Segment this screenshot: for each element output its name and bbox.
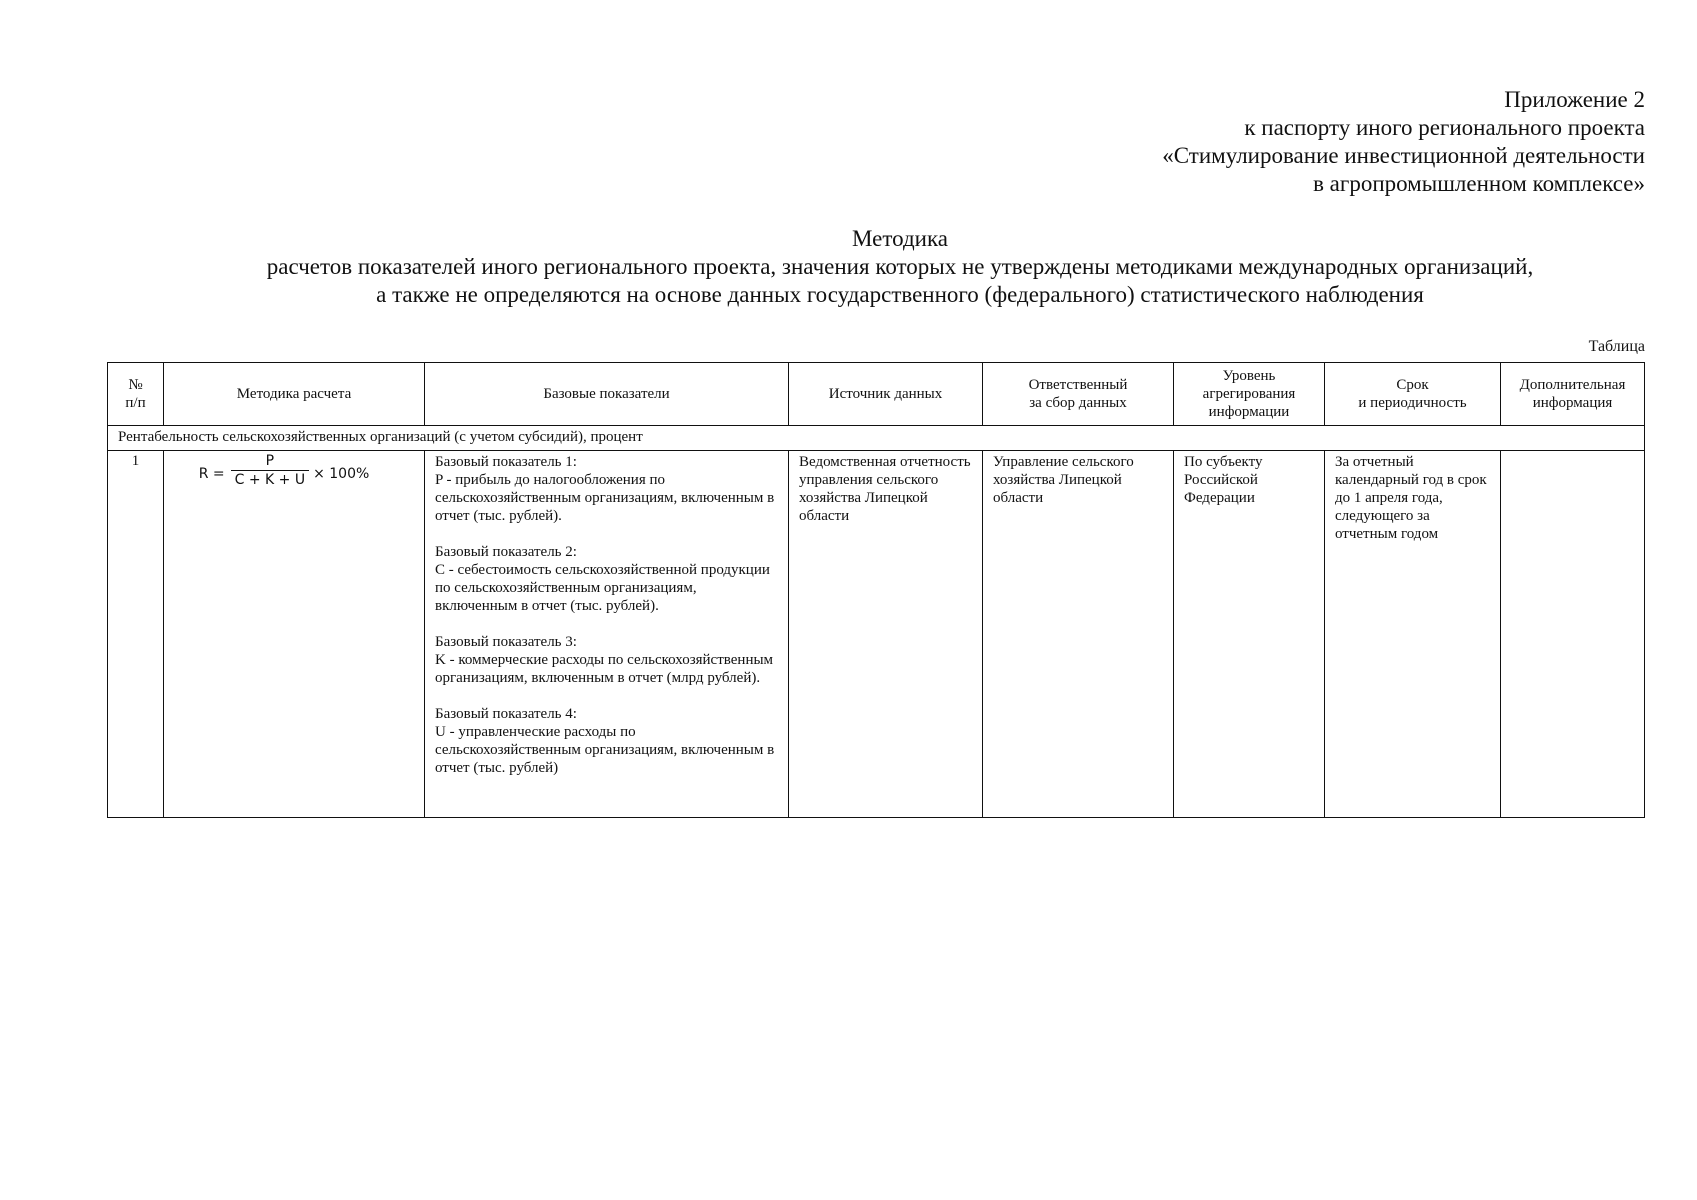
formula-rhs: × 100% bbox=[313, 466, 370, 482]
cell-level: По субъекту Российской Федерации bbox=[1174, 451, 1325, 818]
header-level-line-1: Уровень bbox=[1222, 368, 1276, 384]
base-4-text: U - управленческие расходы по сельскохозяйственным организациям, включенным в отчет (тыс. рублей) bbox=[435, 724, 775, 776]
formula bbox=[154, 453, 414, 489]
appendix-line-2: к паспорту иного регионального проекта bbox=[1244, 115, 1645, 140]
title-line-2: расчетов показателей иного регионального проекта, значения которых не утверждены методиками международных организаций, bbox=[266, 254, 1534, 279]
appendix-line-4: в агропромышленном комплексе» bbox=[1313, 171, 1645, 196]
appendix-header bbox=[1162, 86, 1645, 198]
formula-lhs: R = bbox=[198, 466, 225, 482]
header-source: Источник данных bbox=[789, 363, 983, 426]
base-1-text: P - прибыль до налогообложения по сельскохозяйственным организациям, включенным в отчет (тыс. рублей). bbox=[435, 472, 775, 524]
cell-source: Ведомственная отчетность управления сельского хозяйства Липецкой области bbox=[789, 451, 983, 818]
header-term-line-1: Срок bbox=[1396, 377, 1429, 393]
header-level-line-3: информации bbox=[1208, 404, 1290, 420]
header-extra bbox=[1501, 363, 1645, 426]
header-term-line-2: и периодичность bbox=[1358, 395, 1467, 411]
document-title bbox=[0, 225, 1697, 309]
cell-base-indicators bbox=[425, 451, 789, 818]
table-label: Таблица bbox=[1588, 338, 1645, 355]
appendix-line-1: Приложение 2 bbox=[1504, 87, 1645, 112]
header-term bbox=[1325, 363, 1501, 426]
header-responsible bbox=[983, 363, 1174, 426]
header-num bbox=[108, 363, 164, 426]
formula-denominator: C + K + U bbox=[231, 470, 309, 489]
header-responsible-line-1: Ответственный bbox=[1028, 377, 1128, 393]
header-method: Методика расчета bbox=[164, 363, 425, 426]
header-base: Базовые показатели bbox=[425, 363, 789, 426]
base-1-title: Базовый показатель 1: bbox=[435, 454, 577, 470]
formula-numerator: P bbox=[265, 453, 275, 469]
base-3-title: Базовый показатель 3: bbox=[435, 634, 577, 650]
cell-num: 1 bbox=[108, 451, 164, 818]
header-num-line-2: п/п bbox=[125, 395, 146, 411]
header-responsible-line-2: за сбор данных bbox=[1029, 395, 1127, 411]
cell-term: За отчетный календарный год в срок до 1 апреля года, следующего за отчетным годом bbox=[1325, 451, 1501, 818]
methodics-table bbox=[107, 362, 1645, 818]
base-2-text: С - себестоимость сельскохозяйственной продукции по сельскохозяйственным организациям, включенным в отчет (тыс. рублей). bbox=[435, 562, 770, 614]
header-extra-line-1: Дополнительная bbox=[1519, 377, 1626, 393]
cell-method bbox=[164, 451, 425, 818]
section-title: Рентабельность сельскохозяйственных организаций (с учетом субсидий), процент bbox=[108, 426, 1645, 451]
title-line-3: а также не определяются на основе данных государственного (федерального) статистического наблюдения bbox=[376, 282, 1424, 307]
appendix-line-3: «Стимулирование инвестиционной деятельности bbox=[1162, 143, 1645, 168]
base-3-text: K - коммерческие расходы по сельскохозяйственным организациям, включенным в отчет (млрд рублей). bbox=[435, 652, 774, 686]
header-level-line-2: агрегирования bbox=[1202, 386, 1296, 402]
cell-extra bbox=[1501, 451, 1645, 818]
base-4-title: Базовый показатель 4: bbox=[435, 706, 577, 722]
header-extra-line-2: информация bbox=[1532, 395, 1613, 411]
table-row bbox=[108, 451, 1645, 818]
section-row bbox=[108, 426, 1645, 451]
formula-fraction bbox=[231, 453, 309, 489]
header-num-line-1: № bbox=[128, 377, 143, 393]
cell-responsible: Управление сельского хозяйства Липецкой области bbox=[983, 451, 1174, 818]
table-header-row bbox=[108, 363, 1645, 426]
header-level bbox=[1174, 363, 1325, 426]
base-2-title: Базовый показатель 2: bbox=[435, 544, 577, 560]
title-line-1: Методика bbox=[852, 226, 948, 251]
